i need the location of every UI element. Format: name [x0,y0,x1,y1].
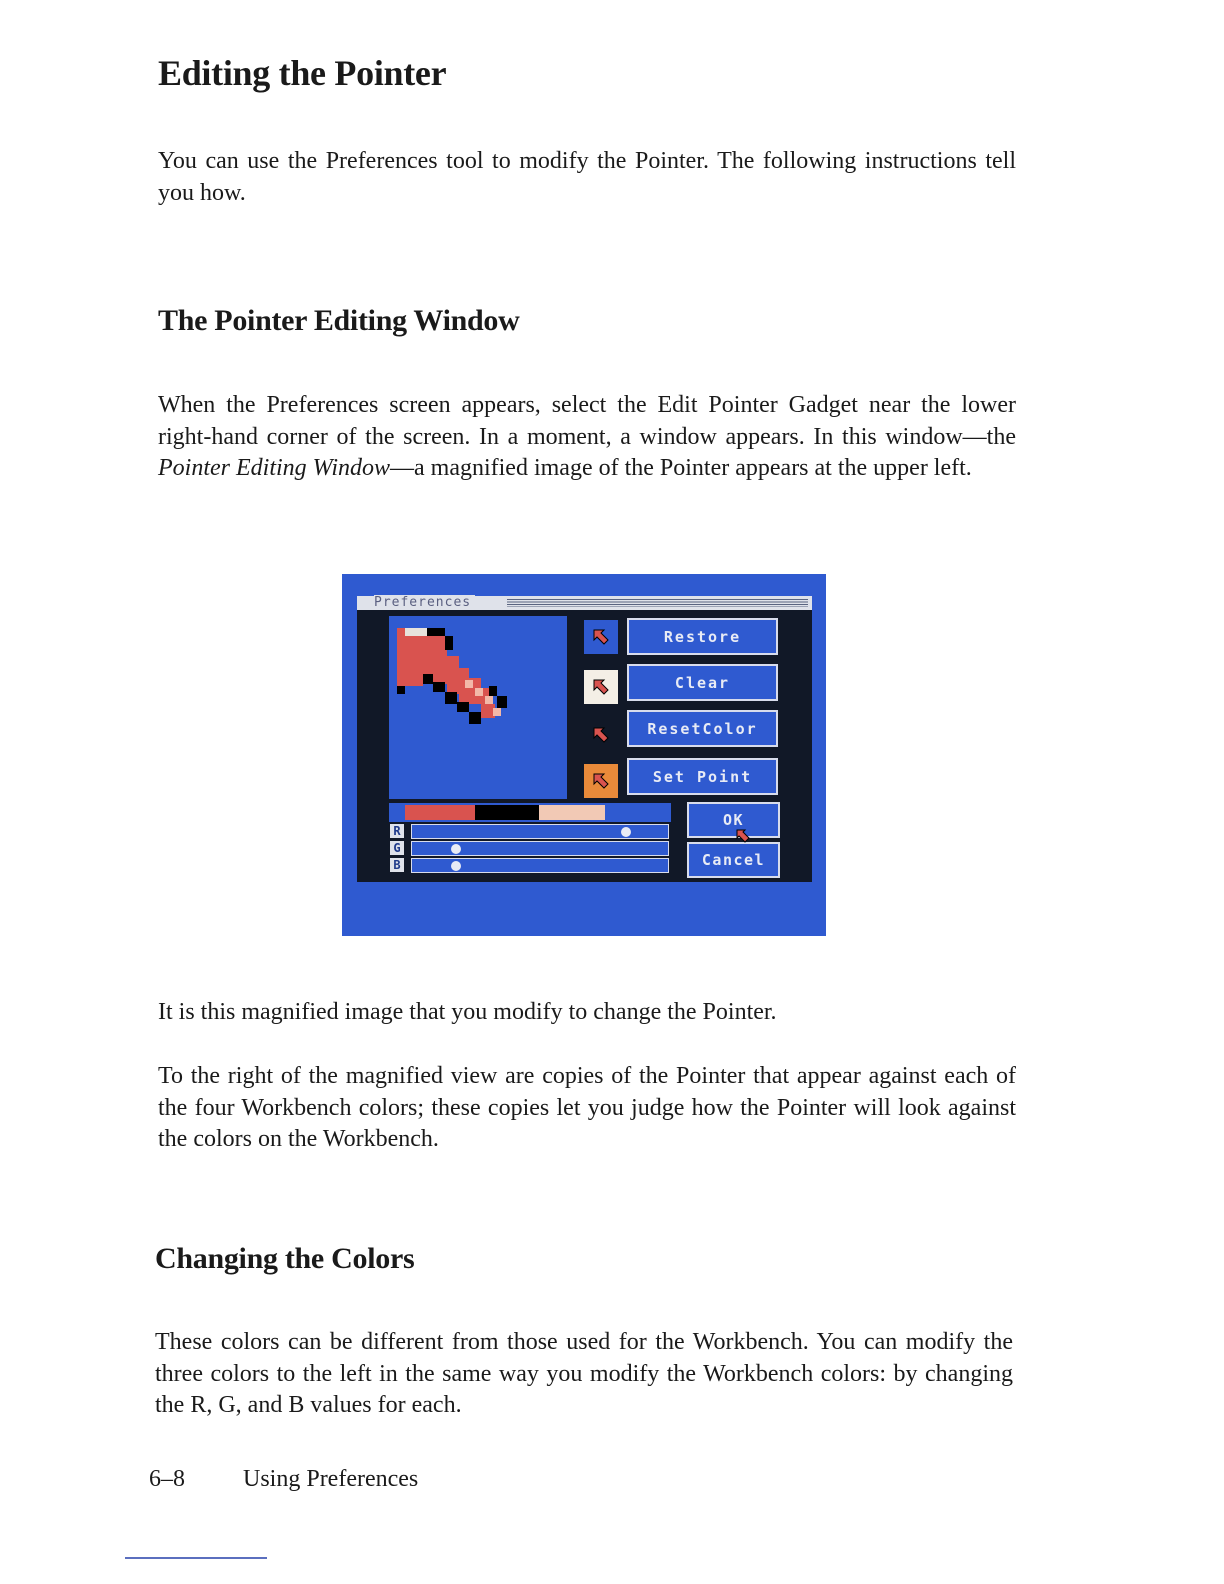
pointer-copies-paragraph: To the right of the magnified view are copies of the Pointer that appear against each of the four Workbench colors; these copies let you judge how the Pointer will look against the colors on the Workbench. [158,1063,1016,1152]
magnified-image-paragraph: It is this magnified image that you modify to change the Pointer. [158,999,777,1025]
restore-button[interactable]: Restore [627,618,778,655]
green-slider[interactable] [411,841,669,856]
section-title-pointer-editing-window: The Pointer Editing Window [158,304,520,337]
intro-paragraph: You can use the Preferences tool to modify the Pointer. The following instructions tell you how. [158,148,1016,206]
green-slider-label: G [390,841,404,855]
reset-color-button[interactable]: ResetColor [627,710,778,747]
blue-slider-label: B [390,858,404,872]
paragraph-text-end: —a magnified image of the Pointer appears at the upper left. [390,455,972,481]
magnified-pointer-icon [389,616,567,799]
window-title: Preferences [374,595,475,610]
pointer-arrow-icon [592,678,610,696]
paragraph-text-start: When the Preferences screen appears, select the Edit Pointer Gadget near the lower right-hand corner of the screen. In a moment, a window appears. In this window—the [158,392,1016,450]
footer-section-name: Using Preferences [243,1466,419,1492]
palette-color-red[interactable] [405,805,475,820]
pointer-arrow-icon [592,726,610,744]
cancel-button[interactable]: Cancel [687,842,780,878]
pointer-preview-black [584,718,618,752]
pointer-preview-blue [584,620,618,654]
pointer-arrow-icon [592,772,610,790]
color-palette-bar [389,803,671,822]
preferences-screenshot [342,574,826,936]
clear-button[interactable]: Clear [627,664,778,701]
mouse-pointer-icon [735,828,751,844]
window-title-bar[interactable] [357,596,812,610]
palette-color-black[interactable] [475,805,539,820]
section-title-changing-colors: Changing the Colors [155,1242,415,1275]
slider-knob-icon[interactable] [621,827,631,837]
pointer-preview-orange [584,764,618,798]
pointer-editing-window-term: Pointer Editing Window [158,455,390,481]
pointer-editing-window [357,596,812,882]
ok-button[interactable]: OK [687,802,780,838]
set-point-button[interactable]: Set Point [627,758,778,795]
footer-rule [125,1557,267,1559]
magnified-pointer-view[interactable] [389,616,567,799]
slider-knob-icon[interactable] [451,844,461,854]
title-bar-stripes [507,599,808,607]
pointer-arrow-icon [592,628,610,646]
changing-colors-paragraph: These colors can be different from those used for the Workbench. You can modify the three colors to the left in the same way you modify the Workbench colors: by changing the R, G, and B values for each. [155,1329,1013,1418]
page-number: 6–8 [149,1466,185,1492]
pointer-window-paragraph [158,390,1016,485]
blue-slider[interactable] [411,858,669,873]
pointer-arrow-shape [397,628,507,724]
red-slider[interactable] [411,824,669,839]
palette-color-pink[interactable] [539,805,605,820]
slider-knob-icon[interactable] [451,861,461,871]
page-title: Editing the Pointer [158,53,447,93]
red-slider-label: R [390,824,404,838]
pointer-preview-white [584,670,618,704]
